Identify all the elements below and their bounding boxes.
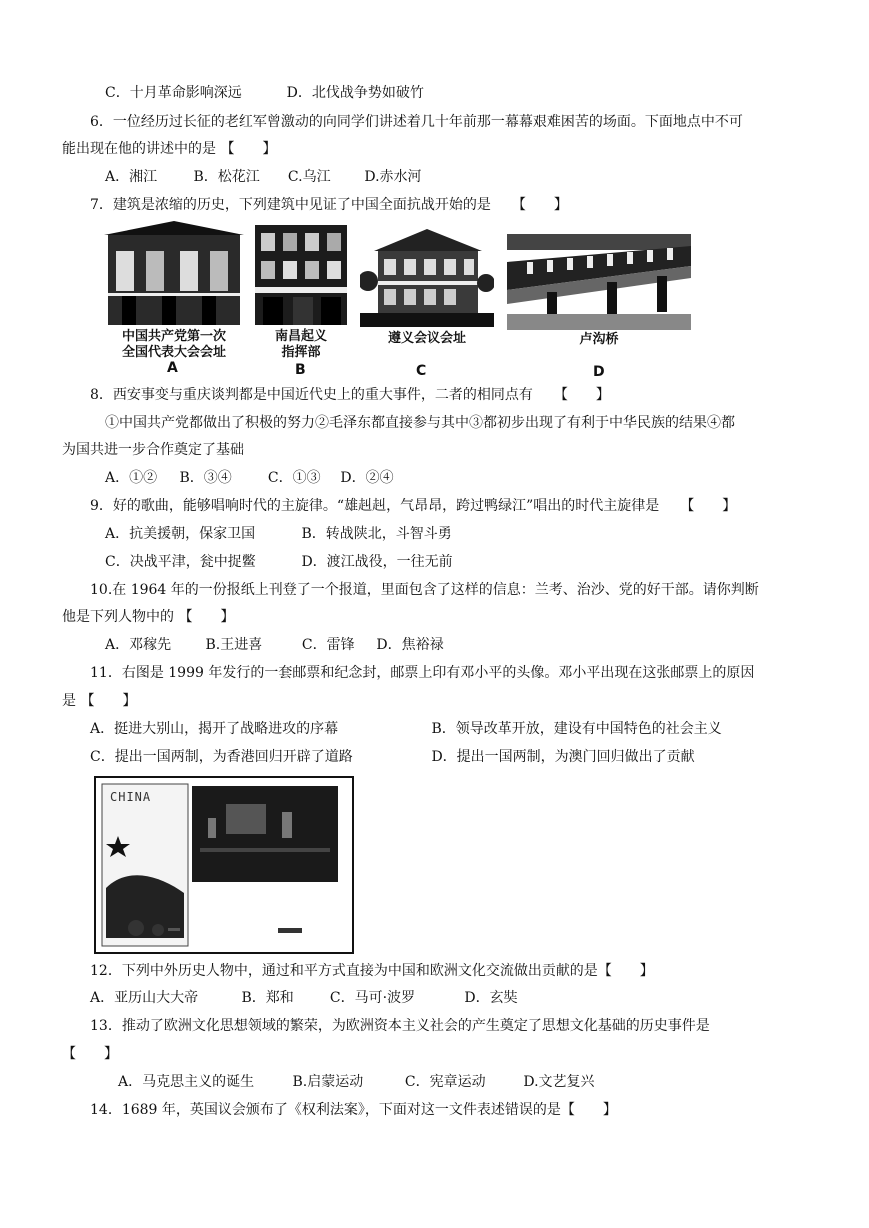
caption-a-letter: A: [167, 360, 178, 376]
q10-stem-line1: 10.在 1964 年的一份报纸上刊登了一个报道，里面包含了这样的信息：兰考、治沙、党的好干部。请你判断: [90, 582, 759, 598]
q12-option-b: B．郑和: [241, 990, 294, 1006]
q10-option-b: B.王进喜: [205, 637, 263, 653]
q8-option-b: B．③④: [179, 470, 232, 486]
q6-option-a: A．湘江: [105, 169, 158, 185]
q11-stem-line2: 是 【 】: [62, 693, 137, 709]
q9-option-a: A．抗美援朝，保家卫国: [105, 526, 256, 542]
q10-stem-line2: 他是下列人物中的 【 】: [62, 609, 235, 625]
q10-options: [105, 636, 444, 654]
q9-option-c: C．决战平津，瓮中捉鳖: [105, 554, 256, 570]
q11-stem-line1: 11．右图是 1999 年发行的一套邮票和纪念封，邮票上印有邓小平的头像。邓小平出现在这张邮票上的原因: [90, 665, 755, 681]
caption-c-line1: 遵义会议会址: [387, 331, 466, 346]
q9-option-d: D．渡江战役，一往无前: [301, 554, 453, 570]
q8-option-d: D．②④: [340, 470, 394, 486]
q11-options-row2: [90, 748, 695, 766]
q6-stem-line2: 能出现在他的讲述中的是 【 】: [62, 141, 277, 157]
q8-option-a: A．①②: [105, 470, 158, 486]
q13-option-d: D.文艺复兴: [523, 1074, 595, 1090]
q13-stem-line2: 【 】: [62, 1046, 118, 1062]
q9-option-b: B．转战陕北，斗智斗勇: [301, 526, 452, 542]
q8-options: [105, 469, 394, 487]
q12-stem: 12．下列中外历史人物中，通过和平方式直接为中国和欧洲文化交流做出贡献的是【 】: [90, 963, 654, 979]
stamp-country-text: CHINA: [110, 790, 152, 804]
q9-options-row1: [105, 525, 452, 543]
q9-stem: 9．好的歌曲，能够唱响时代的主旋律。“雄赳赳，气昂昂，跨过鸭绿江”唱出的时代主旋律是 【 】: [90, 498, 737, 514]
q6-stem-line1: 6．一位经历过长征的老红军曾激动的向同学们讲述着几十年前那一幕幕艰难困苦的场面。下面地点中不可: [90, 114, 743, 130]
q11-option-d: D．提出一国两制，为澳门回归做出了贡献: [431, 749, 695, 765]
caption-a: [104, 329, 244, 361]
q13-option-c: C．宪章运动: [404, 1074, 486, 1090]
photo-nanchang-uprising-hq: [253, 221, 349, 327]
photo-lugou-bridge: [507, 232, 691, 330]
q9-options-row2: [105, 553, 453, 571]
q5-option-c: C．十月革命影响深远: [105, 85, 242, 101]
q10-option-c: C．雷锋: [301, 637, 355, 653]
q6-option-c: C.乌江: [287, 169, 331, 185]
caption-b: [253, 329, 349, 361]
caption-a-line1: 中国共产党第一次: [121, 329, 226, 344]
q6-option-d: D.赤水河: [364, 169, 422, 185]
caption-b-letter: B: [295, 362, 306, 378]
caption-c: [360, 331, 494, 347]
q6-options: [105, 168, 422, 186]
caption-b-line2: 指挥部: [281, 345, 321, 360]
q11-options-row1: [90, 720, 722, 738]
caption-a-line2: 全国代表大会会址: [121, 345, 226, 360]
q12-option-c: C．马可·波罗: [329, 990, 416, 1006]
q8-option-c: C．①③: [267, 470, 321, 486]
q11-option-c: C．提出一国两制，为香港回归开辟了道路: [90, 749, 353, 765]
caption-d-line1: 卢沟桥: [579, 332, 619, 347]
q8-stem: 8．西安事变与重庆谈判都是中国近代史上的重大事件，二者的相同点有 【 】: [90, 387, 610, 403]
q14-stem: 14．1689 年，英国议会颁布了《权利法案》，下面对这一文件表述错误的是【 】: [90, 1102, 617, 1118]
q5-options: [105, 84, 424, 102]
q5-option-d: D．北伐战争势如破竹: [286, 85, 424, 101]
q8-detail-line1: ①中国共产党都做出了积极的努力②毛泽东都直接参与其中③都初步出现了有利于中华民族的结果④都: [105, 415, 735, 431]
photo-zunyi-conference-site: [360, 221, 494, 327]
q7-stem: 7．建筑是浓缩的历史，下列建筑中见证了中国全面抗战开始的是 【 】: [90, 197, 568, 213]
photo-stamp-commemorative-cover: [94, 776, 354, 954]
q11-option-b: B．领导改革开放，建设有中国特色的社会主义: [431, 721, 722, 737]
q12-option-d: D．玄奘: [464, 990, 518, 1006]
caption-b-line1: 南昌起义: [274, 329, 327, 344]
q12-option-a: A．亚历山大大帝: [90, 990, 199, 1006]
q8-detail-line2: 为国共进一步合作奠定了基础: [62, 442, 244, 458]
caption-d: [507, 332, 691, 348]
q13-option-a: A．马克思主义的诞生: [118, 1074, 255, 1090]
q13-option-b: B.启蒙运动: [292, 1074, 364, 1090]
q13-options: [118, 1073, 595, 1091]
q6-option-b: B．松花江: [193, 169, 260, 185]
q10-option-d: D．焦裕禄: [376, 637, 444, 653]
q12-options: [90, 989, 518, 1007]
photo-first-congress-site: [104, 221, 244, 327]
caption-d-letter: D: [593, 364, 605, 380]
q13-stem-line1: 13．推动了欧洲文化思想领域的繁荣，为欧洲资本主义社会的产生奠定了思想文化基础的历史事件是: [90, 1018, 710, 1034]
caption-c-letter: C: [416, 363, 427, 379]
q11-option-a: A．挺进大别山，揭开了战略进攻的序幕: [90, 721, 339, 737]
q10-option-a: A．邓稼先: [105, 637, 172, 653]
